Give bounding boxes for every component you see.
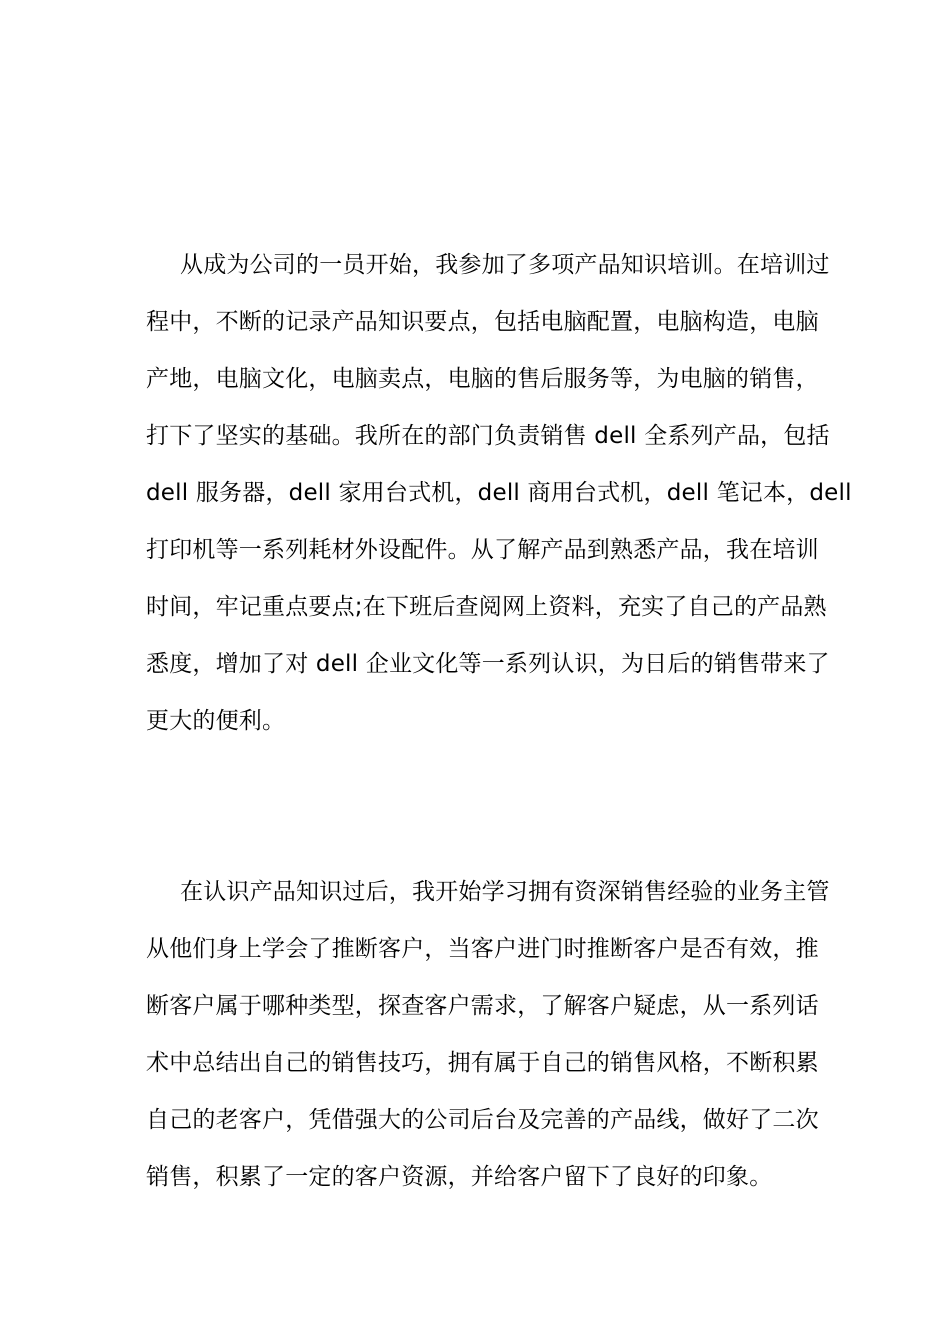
- paragraph-line: 从成为公司的一员开始，我参加了多项产品知识培训。在培训过: [180, 252, 830, 278]
- paragraph-line: 时间，牢记重点要点;在下班后查阅网上资料，充实了自己的产品熟: [146, 594, 827, 620]
- paragraph-line: 打印机等一系列耗材外设配件。从了解产品到熟悉产品，我在培训: [146, 537, 819, 563]
- paragraph-line: 销售，积累了一定的客户资源，并给客户留下了良好的印象。: [146, 1164, 773, 1190]
- paragraph-line: dell 服务器，dell 家用台式机，dell 商用台式机，dell 笔记本，dell: [146, 480, 852, 506]
- paragraph-line: 程中，不断的记录产品知识要点，包括电脑配置，电脑构造，电脑: [146, 309, 819, 335]
- paragraph-line: 术中总结出自己的销售技巧，拥有属于自己的销售风格，不断积累: [146, 1050, 819, 1076]
- paragraph-line: 断客户属于哪种类型，探查客户需求，了解客户疑虑，从一系列话: [146, 993, 819, 1019]
- paragraph-line: 在认识产品知识过后，我开始学习拥有资深销售经验的业务主管: [180, 879, 830, 905]
- paragraph-line: 产地，电脑文化，电脑卖点，电脑的售后服务等，为电脑的销售，: [146, 366, 819, 392]
- paragraph-line: 自己的老客户，凭借强大的公司后台及完善的产品线，做好了二次: [146, 1107, 819, 1133]
- paragraph-line: 从他们身上学会了推断客户，当客户进门时推断客户是否有效，推: [146, 936, 819, 962]
- paragraph-line: 悉度，增加了对 dell 企业文化等一系列认识，为日后的销售带来了: [146, 651, 830, 677]
- paragraph-line: 打下了坚实的基础。我所在的部门负责销售 dell 全系列产品，包括: [146, 423, 830, 449]
- paragraph-line: 更大的便利。: [146, 708, 286, 734]
